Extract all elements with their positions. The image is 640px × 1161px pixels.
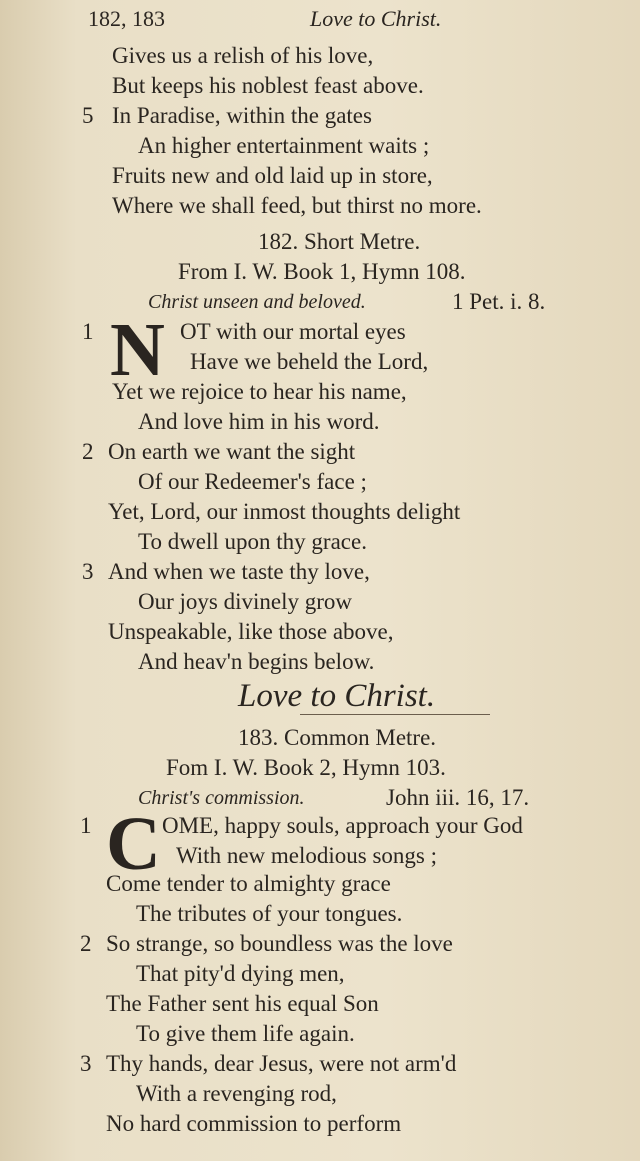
- hymn-source: Fom I. W. Book 2, Hymn 103.: [166, 755, 446, 780]
- verse-line: In Paradise, within the gates: [112, 103, 372, 128]
- stanza-number: 2: [82, 439, 94, 464]
- verse-line: On earth we want the sight: [108, 439, 356, 464]
- verse-line: Fruits new and old laid up in store,: [112, 163, 433, 188]
- scripture-reference: John iii. 16, 17.: [386, 785, 530, 810]
- drop-cap: N: [110, 308, 165, 392]
- verse-line: To dwell upon thy grace.: [138, 529, 367, 554]
- stanza-number: 3: [82, 559, 94, 584]
- verse-line: So strange, so boundless was the love: [106, 931, 453, 956]
- stanza-number: 5: [82, 103, 94, 128]
- verse-line: To give them life again.: [136, 1021, 355, 1046]
- verse-line: An higher entertainment waits ;: [138, 133, 430, 158]
- scripture-reference: 1 Pet. i. 8.: [452, 289, 546, 314]
- hymn-source: From I. W. Book 1, Hymn 108.: [178, 259, 466, 284]
- running-title: Love to Christ.: [310, 6, 442, 31]
- verse-line: Come tender to almighty grace: [106, 871, 391, 896]
- stanza-number: 2: [80, 931, 92, 956]
- verse-line: Our joys divinely grow: [138, 589, 353, 614]
- verse-line: The tributes of your tongues.: [136, 901, 403, 926]
- verse-line: Thy hands, dear Jesus, were not arm'd: [106, 1051, 457, 1076]
- page-numbers: 182, 183: [88, 6, 165, 31]
- verse-line: That pity'd dying men,: [136, 961, 345, 986]
- verse-line: But keeps his noblest feast above.: [112, 73, 424, 98]
- verse-line: With a revenging rod,: [136, 1081, 337, 1106]
- verse-line: No hard commission to perform: [106, 1111, 402, 1136]
- verse-line: And heav'n begins below.: [138, 649, 375, 674]
- hymn-heading: 183. Common Metre.: [238, 725, 437, 750]
- verse-line: Have we beheld the Lord,: [190, 349, 429, 374]
- verse-line: Of our Redeemer's face ;: [138, 469, 367, 494]
- verse-line: And when we taste thy love,: [108, 559, 370, 584]
- verse-line: Where we shall feed, but thirst no more.: [112, 193, 482, 218]
- verse-line: Unspeakable, like those above,: [108, 619, 394, 644]
- verse-line: With new melodious songs ;: [176, 843, 438, 868]
- verse-line: OT with our mortal eyes: [180, 319, 406, 344]
- stanza-number: 1: [82, 319, 94, 344]
- section-rule: [300, 714, 490, 715]
- hymn-heading: 182. Short Metre.: [258, 229, 421, 254]
- verse-line: Yet we rejoice to hear his name,: [112, 379, 407, 404]
- verse-line: OME, happy souls, approach your God: [162, 813, 523, 838]
- verse-line: The Father sent his equal Son: [106, 991, 379, 1016]
- verse-line: Yet, Lord, our inmost thoughts delight: [108, 499, 461, 524]
- hymn-subject: Christ's commission.: [138, 787, 305, 809]
- verse-line: Gives us a relish of his love,: [112, 43, 374, 68]
- verse-line: And love him in his word.: [138, 409, 380, 434]
- hymn-subject: Christ unseen and beloved.: [148, 291, 366, 313]
- stanza-number: 3: [80, 1051, 92, 1076]
- section-title: Love to Christ.: [238, 678, 436, 714]
- stanza-number: 1: [80, 813, 92, 838]
- drop-cap: C: [106, 802, 161, 886]
